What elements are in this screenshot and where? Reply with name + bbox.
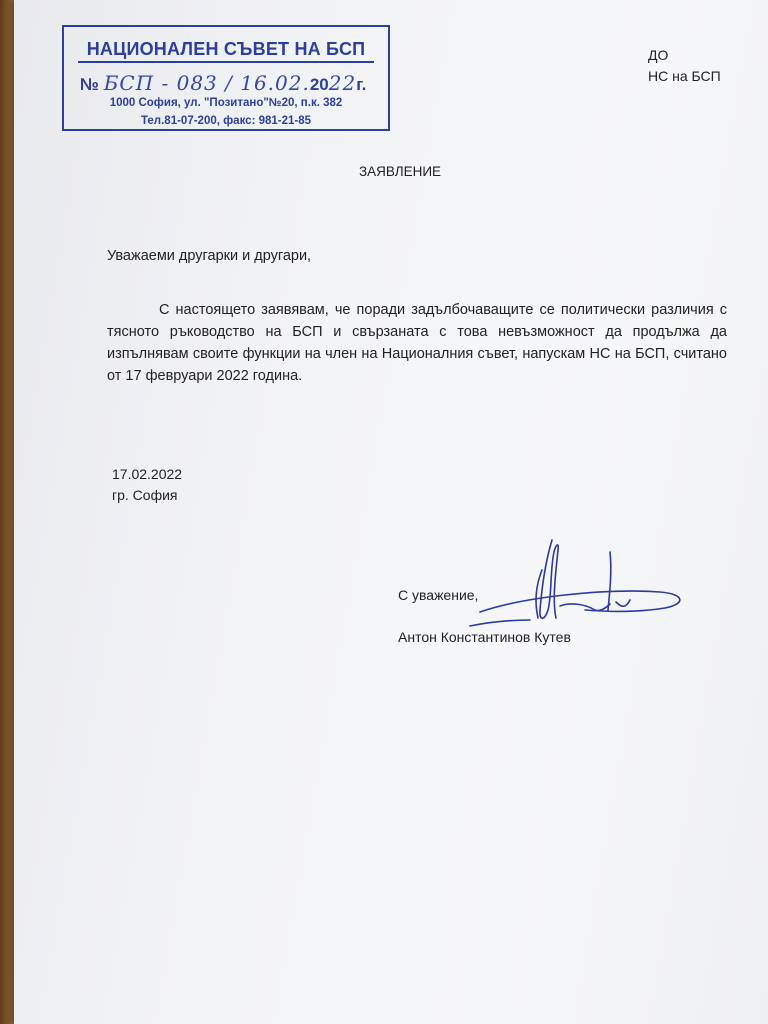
closing-phrase: С уважение, (398, 587, 479, 603)
stamp-year-suffix: г. (356, 75, 367, 94)
registration-stamp (62, 25, 390, 131)
stamp-handwritten-year: 22 (328, 71, 357, 95)
stamp-phone-fax: Тел.81-07-200, факс: 981-21-85 (140, 115, 312, 127)
document-title: ЗАЯВЛЕНИЕ (358, 164, 442, 179)
document-page (14, 0, 768, 1024)
salutation: Уважаеми другарки и другари, (107, 248, 312, 264)
stamp-year-prefix: 20 (309, 75, 329, 94)
recipient-block (648, 45, 721, 87)
stamp-address: 1000 София, ул. "Позитано"№20, п.к. 382 (109, 97, 343, 109)
recipient-name: НС на БСП (648, 68, 721, 84)
document-place: гр. София (112, 487, 178, 503)
author-name: Антон Константинов Кутев (398, 629, 571, 645)
recipient-to: ДО (648, 47, 669, 63)
stamp-number-prefix: № (80, 75, 99, 94)
stamp-title: НАЦИОНАЛЕН СЪВЕТ НА БСП (86, 39, 366, 59)
handwritten-signature (460, 530, 700, 640)
statement-body: С настоящето заявявам, че поради задълбочаващите се политически различия с тясното ръководство на БСП и свързаната с това невъзможност да продължа да изпълнявам своите функции на член на Националния съвет, напускам НС на БСП, считано от 17 февруари 2022 година. (107, 302, 727, 384)
stamp-registration-number (80, 71, 366, 95)
stamp-divider (78, 61, 374, 63)
stamp-handwritten-number: БСП - 083 / 16.02. (103, 71, 310, 95)
document-date: 17.02.2022 (112, 466, 183, 482)
